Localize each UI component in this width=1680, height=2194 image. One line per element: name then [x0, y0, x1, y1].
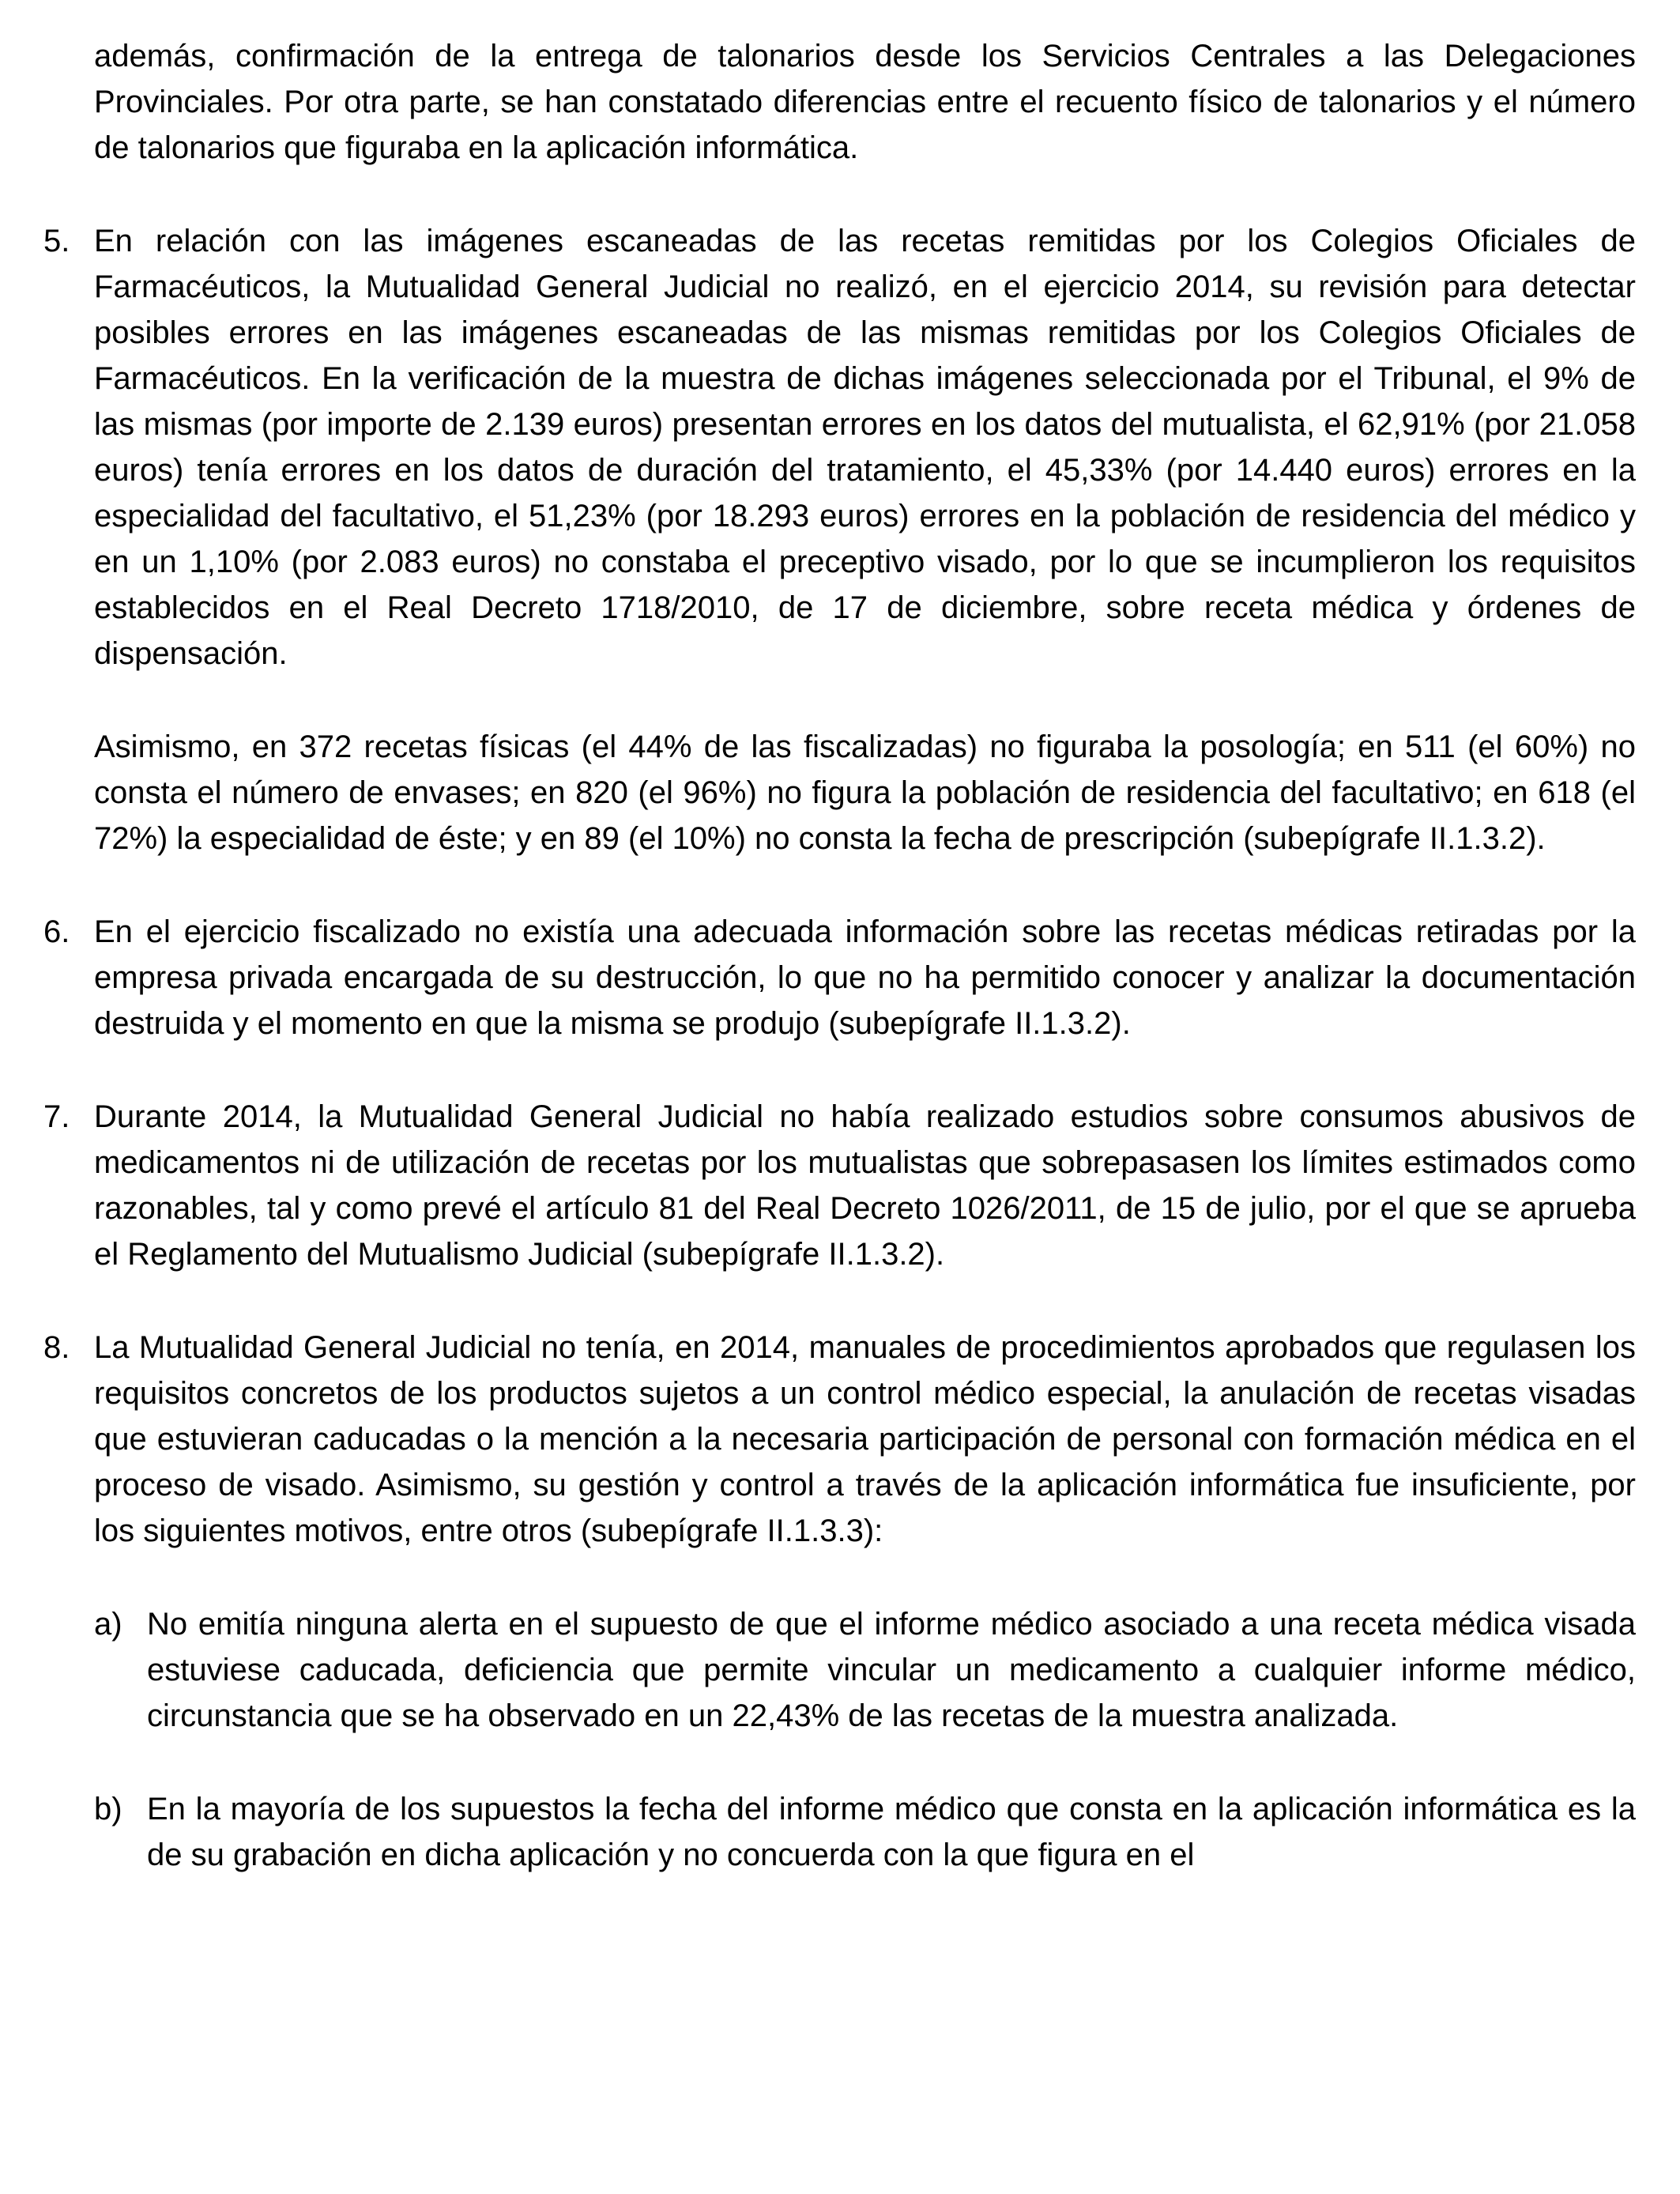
item-6-body: [94, 909, 1636, 1046]
item-5-paragraph-1: En relación con las imágenes escaneadas de las recetas remitidas por los Colegios Oficiales de Farmacéuticos, la Mutualidad General Judicial no realizó, en el ejercicio 2014, su revisión para detectar posibles errores en las imágenes escaneadas de las mismas remitidas por los Colegios Oficiales de Farmacéuticos. En la verificación de la muestra de dichas imágenes seleccionada por el Tribunal, el 9% de las mismas (por importe de 2.139 euros) presentan errores en los datos del mutualista, el 62,91% (por 21.058 euros) tenía errores en los datos de duración del tratamiento, el 45,33% (por 14.440 euros) errores en la especialidad del facultativo, el 51,23% (por 18.293 euros) errores en la población de residencia del médico y en un 1,10% (por 2.083 euros) no constaba el preceptivo visado, por lo que se incumplieron los requisitos establecidos en el Real Decreto 1718/2010, de 17 de diciembre, sobre receta médica y órdenes de dispensación.: [94, 224, 1636, 671]
list-item-7: [43, 1094, 1636, 1277]
item-5-paragraph-2: Asimismo, en 372 recetas físicas (el 44% de las fiscalizadas) no figuraba la posología; en 511 (el 60%) no consta el número de envases; en 820 (el 96%) no figura la población de residencia del facultativo; en 618 (el 72%) la especialidad de éste; y en 89 (el 10%) no consta la fecha de prescripción (subepígrafe II.1.3.2).: [94, 729, 1636, 856]
sub-item-a-text: No emitía ninguna alerta en el supuesto de que el informe médico asociado a una receta médica visada estuviese caducada, deficiencia que permite vincular un medicamento a cualquier informe médico, circunstancia que se ha observado en un 22,43% de las recetas de la muestra analizada.: [147, 1607, 1636, 1733]
item-8-number: 8.: [43, 1330, 70, 1365]
item-7-paragraph-1: Durante 2014, la Mutualidad General Judicial no había realizado estudios sobre consumos abusivos de medicamentos ni de utilización de recetas por los mutualistas que sobrepasasen los límites estimados como razonables, tal y como prevé el artículo 81 del Real Decreto 1026/2011, de 15 de julio, por el que se aprueba el Reglamento del Mutualismo Judicial (subepígrafe II.1.3.2).: [94, 1099, 1636, 1272]
item-6-number: 6.: [43, 914, 70, 949]
item-8-paragraph-1: La Mutualidad General Judicial no tenía, en 2014, manuales de procedimientos aprobados que regulasen los requisitos concretos de los productos sujetos a un control médico especial, la anulación de recetas visadas que estuvieran caducadas o la mención a la necesaria participación de personal con formación médica en el proceso de visado. Asimismo, su gestión y control a través de la aplicación informática fue insuficiente, por los siguientes motivos, entre otros (subepígrafe II.1.3.3):: [94, 1330, 1636, 1548]
item-5-body: [94, 218, 1636, 861]
continuation-paragraph: además, confirmación de la entrega de talonarios desde los Servicios Centrales a las Delegaciones Provinciales. Por otra parte, se han constatado diferencias entre el recuento físico de talonarios y el número de talonarios que figuraba en la aplicación informática.: [94, 39, 1636, 165]
list-item-8: [43, 1325, 1636, 1878]
sub-item-b-text: En la mayoría de los supuestos la fecha del informe médico que consta en la aplicación informática es la de su grabación en dicha aplicación y no concuerda con la que figura en el: [147, 1792, 1636, 1872]
item-5-number: 5.: [43, 224, 70, 258]
list-item-5: [43, 218, 1636, 861]
sub-item-a: [94, 1601, 1636, 1739]
sub-item-b-letter: b): [94, 1792, 122, 1826]
sub-item-b: [94, 1786, 1636, 1878]
item-7-body: [94, 1094, 1636, 1277]
sub-item-a-letter: a): [94, 1607, 122, 1642]
item-7-number: 7.: [43, 1099, 70, 1134]
item-6-paragraph-1: En el ejercicio fiscalizado no existía una adecuada información sobre las recetas médicas retiradas por la empresa privada encargada de su destrucción, lo que no ha permitido conocer y analizar la documentación destruida y el momento en que la misma se produjo (subepígrafe II.1.3.2).: [94, 914, 1636, 1041]
item-8-body: [94, 1325, 1636, 1878]
list-item-6: [43, 909, 1636, 1046]
